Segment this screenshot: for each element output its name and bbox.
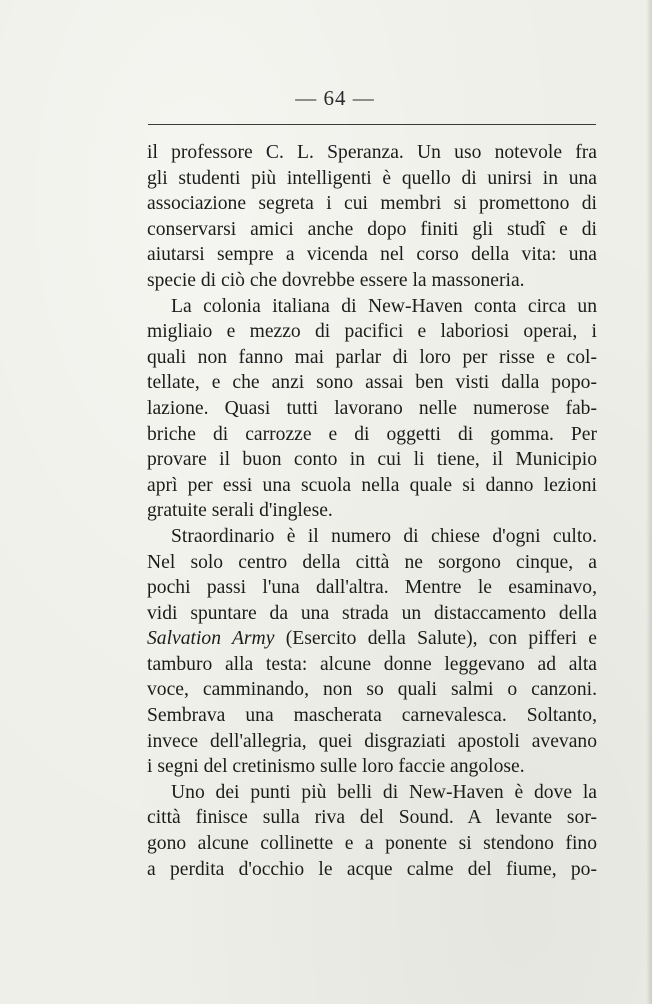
text-line: tamburo alla testa: alcune donne leggevano ad alta [147, 653, 597, 675]
text-line: associazione segreta i cui membri si promettono di [147, 193, 597, 215]
text-line: specie di ciò che dovrebbe essere la massoneria. [147, 269, 525, 291]
text-line: città finisce sulla riva del Sound. A levante sor- [147, 807, 597, 829]
text-line: gono alcune collinette e a ponente si stendono fino [147, 833, 597, 855]
text-line: quali non fanno mai parlar di loro per risse e col- [147, 346, 597, 368]
text-line: gli studenti più intelligenti è quello di unirsi in una [147, 167, 597, 189]
text-line: lazione. Quasi tutti lavorano nelle numerose fab- [147, 397, 597, 419]
text-segment: (Esercito della Salute), con pifferi e [274, 628, 597, 650]
text-line: invece dell'allegria, quei disgraziati apostoli avevano [147, 730, 597, 752]
text-line: aiutarsi sempre a vicenda nel corso della vita: una [147, 244, 597, 266]
italic-phrase: Salvation Army [147, 628, 275, 650]
text-line: i segni del cretinismo sulle loro faccie angolose. [147, 756, 525, 778]
text-line [147, 626, 597, 652]
text-line: gratuite serali d'inglese. [147, 500, 333, 522]
text-line: La colonia italiana di New-Haven conta circa un [171, 295, 597, 317]
text-line: provare il buon conto in cui li tiene, il Municipio [147, 449, 597, 471]
text-line: vidi spuntare da una strada un distaccamento della [147, 602, 597, 624]
page-number: — 64 — [295, 86, 375, 110]
body-text [147, 140, 597, 882]
text-line: pochi passi l'una dall'altra. Mentre le esaminavo, [147, 577, 597, 599]
text-line: Sembrava una mascherata carnevalesca. Soltanto, [147, 705, 597, 727]
header-rule [148, 124, 596, 125]
text-line: conservarsi amici anche dopo finiti gli studî e di [147, 218, 597, 240]
text-line: a perdita d'occhio le acque calme del fiume, po- [147, 858, 597, 880]
text-line: migliaio e mezzo di pacifici e laboriosi operai, i [147, 321, 597, 343]
text-line: voce, camminando, non so quali salmi o canzoni. [147, 679, 597, 701]
text-line: Uno dei punti più belli di New-Haven è dove la [171, 781, 597, 803]
text-line: briche di carrozze e di oggetti di gomma. Per [147, 423, 597, 445]
text-line: Nel solo centro della città ne sorgono cinque, a [147, 551, 597, 573]
page-edge-shadow [646, 0, 652, 1004]
text-line: aprì per essi una scuola nella quale si danno lezioni [147, 474, 597, 496]
text-line: tellate, e che anzi sono assai ben visti dalla popo- [147, 372, 597, 394]
text-line: il professore C. L. Speranza. Un uso notevole fra [147, 142, 597, 163]
text-line: Straordinario è il numero di chiese d'ogni culto. [171, 525, 597, 547]
